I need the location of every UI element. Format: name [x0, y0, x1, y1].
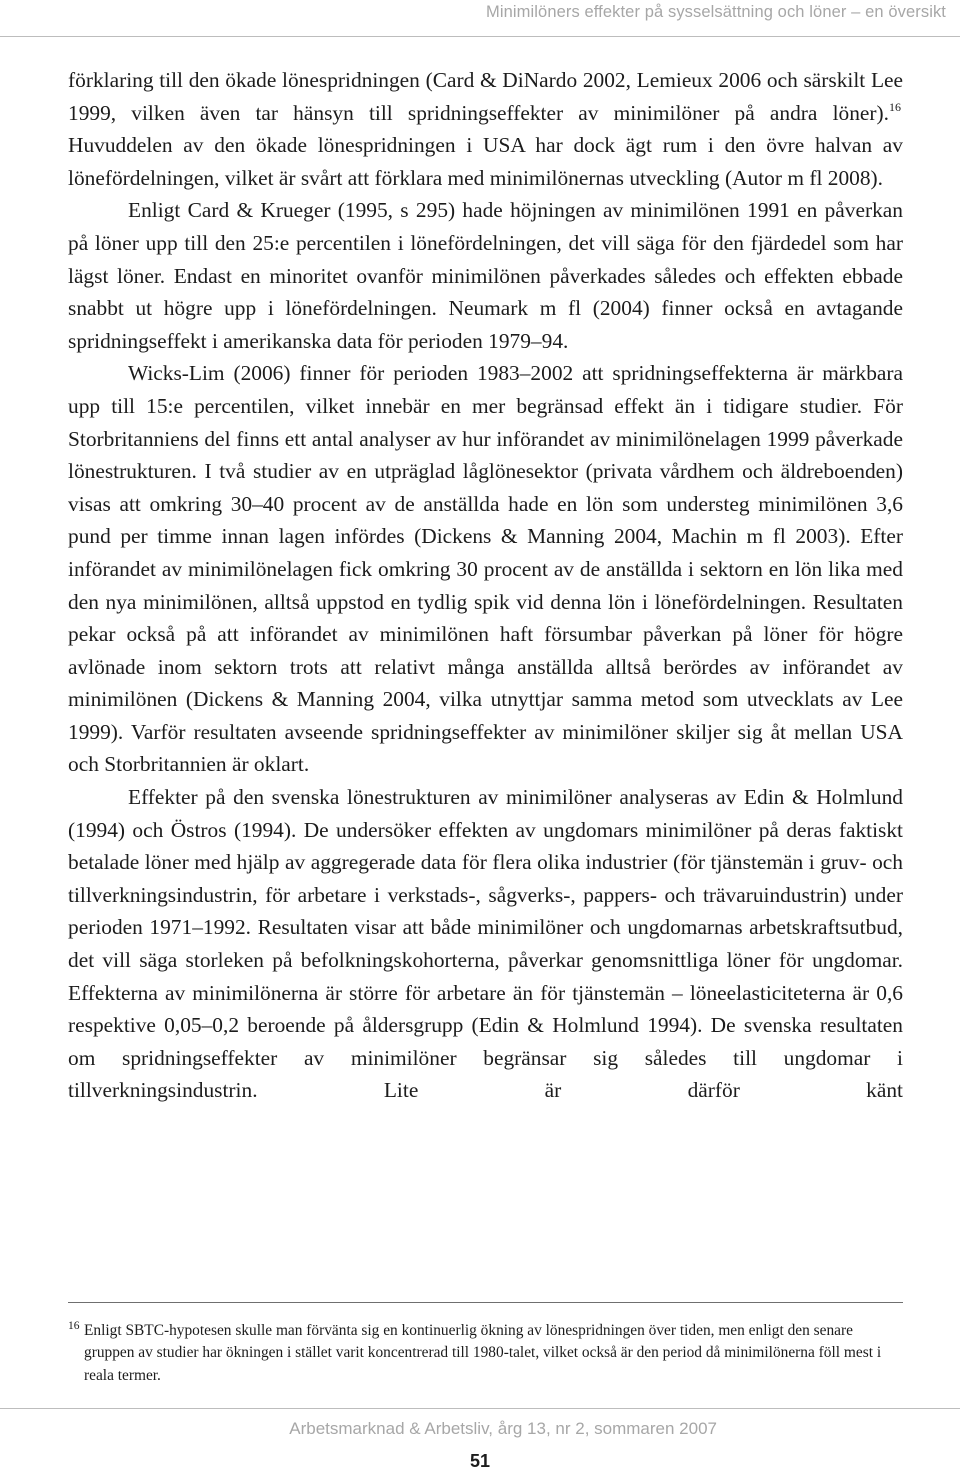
paragraph: Enligt Card & Krueger (1995, s 295) hade höjningen av minimilönen 1991 en påverkan på löner upp till den 25:e percentilen i lönefördelningen, det vill säga för den fjärdedel som har lägst löner. Endast en minoritet ovanför minimilönen påverkades således och effekten ebbade snabbt ut högre upp i lönefördelningen. Neumark m fl (2004) finner också en avtagande spridningseffekt i amerikanska data för perioden 1979–94. [68, 198, 903, 353]
footnote-reference: 16 [889, 99, 901, 114]
footnote-divider [68, 1302, 903, 1303]
paragraph-text: Huvuddelen av den ökade lönespridningen i USA har dock ägt rum i den övre halvan av lönefördelningen, vilket är svårt att förklara med minimilönernas utveckling (Autor m fl 2008). [68, 133, 903, 190]
running-header: Minimilöners effekter på sysselsättning och löner – en översikt [486, 3, 946, 21]
footnote-text: Enligt SBTC-hypotesen skulle man förvänta sig en kontinuerlig ökning av lönespridningen över tiden, men enligt den senare gruppen av studier har ökningen i stället varit koncentrerad till 1980-talet, vilket också är den period då minimilönerna föll mest i reala termer. [84, 1322, 882, 1384]
footnote-number: 16 [68, 1320, 80, 1332]
paragraph: Effekter på den svenska lönestrukturen av minimilöner analyseras av Edin & Holmlund (1994) och Östros (1994). De undersöker effekten av ungdomars minimilöner på deras faktiskt betalade löner med hjälp av aggregerade data för flera olika industrier (för tjänstemän i gruv- och tillverkningsindustrin, för arbetare i verkstads-, sågverks-, pappers- och trävaruindustrin) under perioden 1971–1992. Resultaten visar att både minimilöner och ungdomarnas arbetskraftsutbud, det vill säga storleken på befolkningskohorterna, påverkar genomsnittliga löner för ungdomar. Effekterna av minimilönerna är större för arbetare än för tjänstemän – löneelasticiteterna är 0,6 respektive 0,05–0,2 beroende på åldersgrupp (Edin & Holmlund 1994). De svenska resultaten om spridningseffekter av minimilöner begränsar sig således till ungdomar i tillverkningsindustrin. Lite är därför känt [68, 785, 903, 1103]
paragraph [68, 64, 903, 194]
paragraph: Wicks-Lim (2006) finner för perioden 1983–2002 att spridningseffekterna är märkbara upp till 15:e percentilen, vilket innebär en mer begränsad effekt än i tidigare studier. För Storbritanniens del finns ett antal analyser av hur införandet av minimilönelagen 1999 påverkade lönestrukturen. I två studier av en utpräglad låglönesektor (privata vårdhem och äldreboenden) visas att omkring 30–40 procent av de anställda hade en lön som understeg minimilönen 3,6 pund per timme innan lagen infördes (Dickens & Manning 2004, Machin m fl 2003). Efter införandet av minimilönelagen fick omkring 30 procent av de anställda i sektorn en lön lika med den nya minimilönen, alltså uppstod en tydlig spik vid denna lön i lönefördelningen. Resultaten pekar också på att införandet av minimilönen haft försumbar påverkan på löner för högre avlönade inom sektorn trots att relativt många anställda alltså berördes av införandet av minimilönen (Dickens & Manning 2004, vilka utnyttjar samma metod som utvecklats av Lee 1999). Varför resultaten avseende spridningseffekter av minimilöner skiljer sig åt mellan USA och Storbritannien är oklart. [68, 361, 903, 777]
footnote [68, 1320, 903, 1387]
paragraph-text: förklaring till den ökade lönespridningen (Card & DiNardo 2002, Lemieux 2006 och särskilt Lee 1999, vilken även tar hänsyn till spridningseffekter av minimilöner på andra löner). [68, 68, 903, 125]
running-footer: Arbetsmarknad & Arbetsliv, årg 13, nr 2, sommaren 2007 [289, 1419, 717, 1438]
footer-divider [0, 1408, 960, 1409]
page-number: 51 [469, 1451, 491, 1471]
body-text [68, 64, 903, 1107]
header-divider [0, 36, 960, 37]
